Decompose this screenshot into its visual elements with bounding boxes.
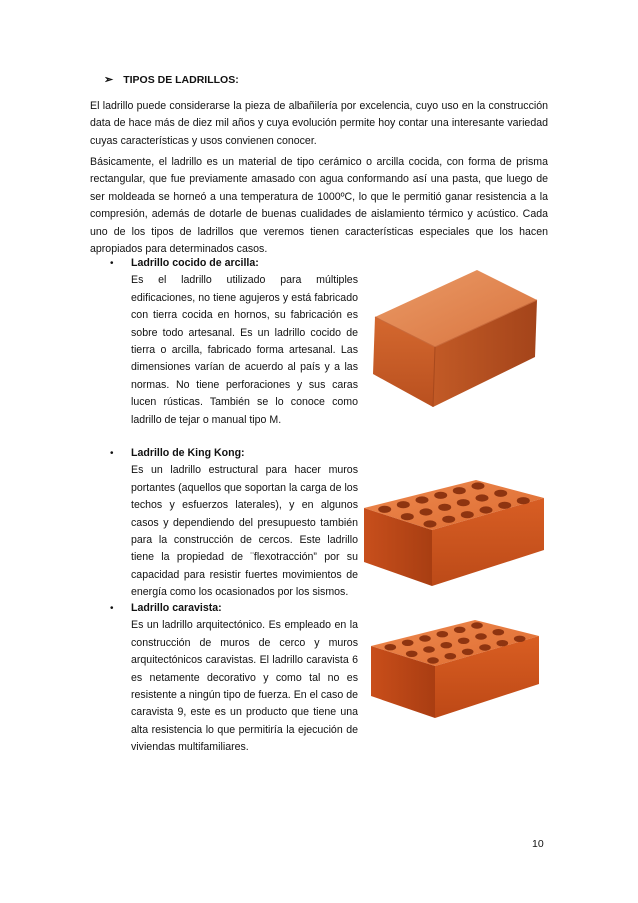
caravista-brick-image xyxy=(365,610,545,722)
brick-hole xyxy=(457,499,470,506)
brick-hole xyxy=(494,490,507,497)
brick-hole xyxy=(454,627,466,633)
brick-hole xyxy=(423,646,435,652)
section-heading xyxy=(104,73,239,86)
bullet-icon: • xyxy=(110,448,114,459)
brick-hole xyxy=(445,653,457,659)
arrow-bullet-icon: ➢ xyxy=(104,74,114,86)
brick-hole xyxy=(461,511,474,518)
brick-hole xyxy=(437,631,449,637)
description-paragraph: Básicamente, el ladrillo es un material de tipo cerámico o arcilla cocida, con forma de prisma rectangular, que fue previamente amasado con agua conformando así una pasta, que luego de ser moldeada se horneó a una temperatura de 1000ºC, lo que le permitió ganar resistencia a la compresión, además de dotarle de buenas cualidades de aislamiento térmico y acústico. Cada uno de los tipos de ladrillos que veremos tienen características especiales que los hacen apropiados para determinados casos. xyxy=(90,156,548,256)
page-number: 10 xyxy=(532,838,544,850)
brick-hole xyxy=(441,642,453,648)
brick-hole xyxy=(476,494,489,501)
brick-hole xyxy=(416,496,429,503)
brick-hole xyxy=(498,502,511,509)
item-body: Es un ladrillo estructural para hacer muros portantes (aquellos que soportan la carga de los techos y esfuerzos laterales), y en algunos casos y dependiendo del presupuesto también para la construcción de cercos. Este ladrillo tiene la propiedad de ¨flexotracción” por su capacidad para resistir fuertes movimientos de energía como los ocasionados por los sismos. xyxy=(131,464,358,599)
brick-hole xyxy=(458,638,470,644)
brick-hole xyxy=(402,640,414,646)
item-body: Es el ladrillo utilizado para múltiples edificaciones, no tiene agujeros y está fabricado con tierra cocida en hornos, su fabricación es sobre todo artesanal. Es un ladrillo cocido de tierra o arcilla, fabricado forma artesanal. Las dimensiones varían de acuerdo al país y a las normas. No tiene perforaciones y sus caras lucen rústicas. También se lo conoce como ladrillo de tejar o manual tipo M. xyxy=(131,274,358,426)
brick-hole xyxy=(497,640,509,646)
brick-hole xyxy=(479,644,491,650)
item-title: Ladrillo de King Kong: xyxy=(131,447,245,459)
bullet-icon: • xyxy=(110,258,114,269)
brick-hole xyxy=(419,635,431,641)
king-kong-brick-image xyxy=(356,468,551,590)
brick-hole xyxy=(406,651,418,657)
brick-hole xyxy=(424,520,437,527)
brick-hole xyxy=(453,487,466,494)
brick-hole xyxy=(397,501,410,508)
brick-hole xyxy=(420,508,433,515)
intro-paragraph: El ladrillo puede considerarse la pieza de albañilería por excelencia, cuyo uso en la construcción data de hace más de diez mil años y cuya evolución permite hoy contar una interesante variedad cuyas características y usos convienen conocer. xyxy=(90,100,548,147)
brick-hole xyxy=(480,506,493,513)
brick-hole xyxy=(438,504,451,511)
brick-hole xyxy=(401,513,414,520)
brick-hole xyxy=(385,644,397,650)
solid-brick-image xyxy=(365,262,545,417)
brick-hole xyxy=(427,657,439,663)
brick-hole xyxy=(517,497,530,504)
brick-hole xyxy=(475,633,487,639)
brick-hole xyxy=(514,636,526,642)
section-title: TIPOS DE LADRILLOS: xyxy=(123,73,239,86)
item-body: Es un ladrillo arquitectónico. Es empleado en la construcción de muros de cerco y muros arquitectónicos caravistas. El ladrillo caravista 6 es netamente decorativo y como tal no es resistente a ningún tipo de fuerza. En el caso de caravista 9, este es un producto que tiene una alta resistencia lo que permitiría la ejecución de viviendas multifamiliares. xyxy=(131,619,358,754)
brick-hole xyxy=(471,622,483,628)
brick-hole xyxy=(442,516,455,523)
brick-hole xyxy=(462,649,474,655)
item-title: Ladrillo caravista: xyxy=(131,602,222,614)
bullet-icon: • xyxy=(110,603,114,614)
brick-hole xyxy=(493,629,505,635)
brick-hole xyxy=(472,482,485,489)
brick-hole xyxy=(378,506,391,513)
item-title: Ladrillo cocido de arcilla: xyxy=(131,257,259,269)
brick-hole xyxy=(434,492,447,499)
